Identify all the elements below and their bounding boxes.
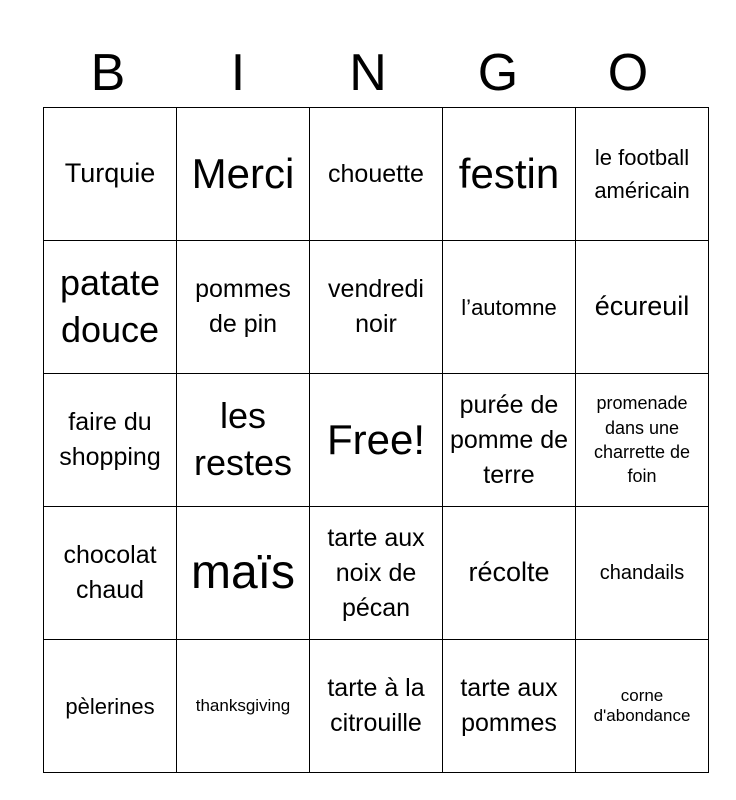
cell-text: vendredi noir bbox=[328, 275, 424, 338]
cell-text: chouette bbox=[328, 159, 424, 188]
bingo-cell[interactable] bbox=[443, 108, 576, 241]
free-space-cell[interactable] bbox=[310, 374, 443, 507]
bingo-cell[interactable] bbox=[177, 241, 310, 374]
cell-text: Merci bbox=[191, 149, 295, 197]
board-row bbox=[44, 108, 709, 241]
bingo-cell[interactable] bbox=[44, 108, 177, 241]
bingo-cell[interactable] bbox=[177, 640, 310, 773]
bingo-cell[interactable] bbox=[443, 640, 576, 773]
board-row bbox=[44, 374, 709, 507]
bingo-cell[interactable] bbox=[310, 241, 443, 374]
cell-text: écureuil bbox=[594, 291, 690, 322]
cell-text: le football américain bbox=[594, 145, 690, 203]
cell-text: Turquie bbox=[64, 158, 156, 189]
cell-text: pèlerines bbox=[65, 693, 155, 719]
bingo-cell[interactable] bbox=[44, 640, 177, 773]
bingo-board bbox=[43, 107, 709, 773]
cell-text: tarte aux noix de pécan bbox=[327, 523, 425, 622]
cell-text: faire du shopping bbox=[59, 408, 161, 471]
bingo-cell[interactable] bbox=[576, 640, 709, 773]
cell-text: thanksgiving bbox=[195, 695, 291, 715]
bingo-header bbox=[43, 40, 693, 106]
header-letter-n: N bbox=[349, 44, 387, 102]
bingo-cell[interactable] bbox=[576, 241, 709, 374]
free-space-text: Free! bbox=[326, 415, 426, 463]
header-letter-i: I bbox=[230, 44, 246, 102]
cell-text: chocolat chaud bbox=[63, 541, 157, 604]
cell-text: tarte à la citrouille bbox=[327, 674, 425, 737]
board-row bbox=[44, 507, 709, 640]
cell-text: maïs bbox=[190, 545, 295, 599]
cell-text: festin bbox=[458, 149, 560, 197]
board-row bbox=[44, 241, 709, 374]
bingo-cell[interactable] bbox=[44, 507, 177, 640]
cell-text: récolte bbox=[468, 557, 550, 588]
bingo-cell[interactable] bbox=[177, 507, 310, 640]
cell-text: pommes de pin bbox=[195, 275, 291, 338]
header-letter-g: G bbox=[477, 44, 519, 102]
header-letter-o: O bbox=[607, 44, 649, 102]
bingo-cell[interactable] bbox=[44, 374, 177, 507]
bingo-cell[interactable] bbox=[443, 374, 576, 507]
header-letter-b: B bbox=[90, 44, 126, 102]
bingo-cell[interactable] bbox=[310, 108, 443, 241]
cell-text: purée de pomme de terre bbox=[449, 390, 569, 489]
cell-text: promenade dans une charrette de foin bbox=[593, 393, 691, 487]
bingo-cell[interactable] bbox=[177, 374, 310, 507]
cell-text: tarte aux pommes bbox=[460, 674, 558, 737]
bingo-cell[interactable] bbox=[443, 507, 576, 640]
bingo-cell[interactable] bbox=[177, 108, 310, 241]
cell-text: chandails bbox=[599, 561, 685, 584]
bingo-cell[interactable] bbox=[443, 241, 576, 374]
cell-text: les restes bbox=[193, 395, 293, 483]
bingo-cell[interactable] bbox=[310, 507, 443, 640]
cell-text: corne d'abondance bbox=[593, 685, 691, 725]
board-row bbox=[44, 640, 709, 773]
bingo-cell[interactable] bbox=[44, 241, 177, 374]
cell-text: l’automne bbox=[461, 294, 557, 320]
bingo-cell[interactable] bbox=[576, 374, 709, 507]
bingo-cell[interactable] bbox=[310, 640, 443, 773]
bingo-cell[interactable] bbox=[576, 108, 709, 241]
cell-text: patate douce bbox=[59, 262, 161, 350]
bingo-cell[interactable] bbox=[576, 507, 709, 640]
